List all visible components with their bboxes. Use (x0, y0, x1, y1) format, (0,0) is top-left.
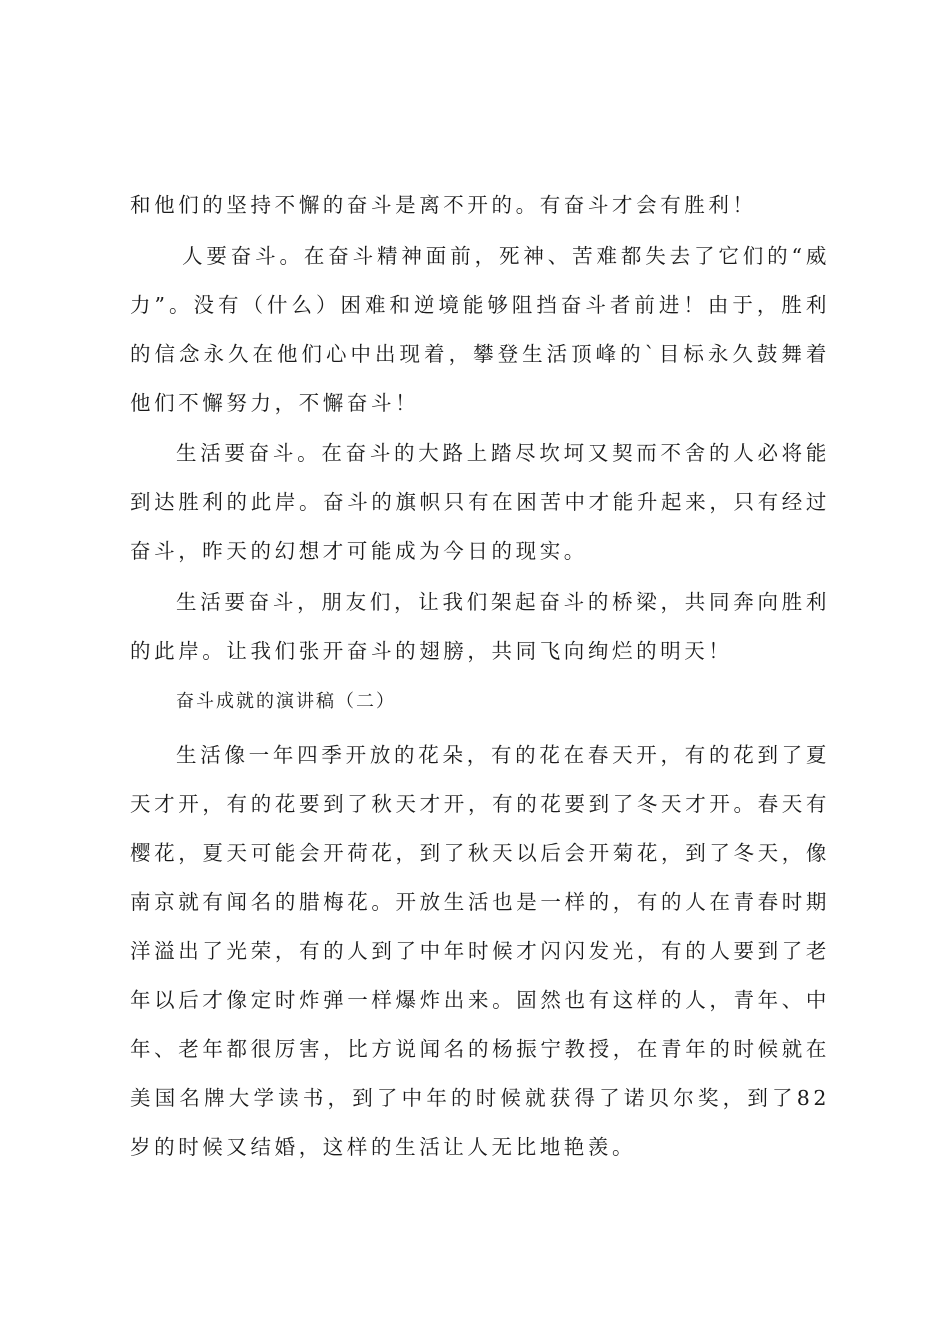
paragraph-life-strive: 生活要奋斗。在奋斗的大路上踏尽坎坷又契而不舍的人必将能到达胜利的此岸。奋斗的旗帜只有在困苦中才能升起来，只有经过奋斗，昨天的幻想才可能成为今日的现实。 (130, 441, 830, 563)
paragraph-continuation: 和他们的坚持不懈的奋斗是离不开的。有奋斗才会有胜利！ (130, 193, 757, 217)
paragraph-people-strive: 人要奋斗。在奋斗精神面前，死神、苦难都失去了它们的“威力”。没有（什么）困难和逆境能够阻挡奋斗者前进！由于，胜利的信念永久在他们心中出现着，攀登生活顶峰的`目标永久鼓舞着他们不懈努力，不懈奋斗！ (130, 244, 830, 415)
paragraph-friends-bridge: 生活要奋斗，朋友们，让我们架起奋斗的桥梁，共同奔向胜利的此岸。让我们张开奋斗的翅膀，共同飞向绚烂的明天！ (130, 590, 830, 663)
paragraph-four-seasons: 生活像一年四季开放的花朵，有的花在春天开，有的花到了夏天才开，有的花要到了秋天才开，有的花要到了冬天才开。春天有樱花，夏天可能会开荷花，到了秋天以后会开菊花，到了冬天，像南京就有闻名的腊梅花。开放生活也是一样的，有的人在青春时期洋溢出了光荣，有的人到了中年时候才闪闪发光，有的人要到了老年以后才像定时炸弹一样爆炸出来。固然也有这样的人，青年、中年、老年都很厉害，比方说闻名的杨振宁教授，在青年的时候就在美国名牌大学读书，到了中年的时候就获得了诺贝尔奖，到了82岁的时候又结婚，这样的生活让人无比地艳羡。 (130, 743, 830, 1159)
section-title: 奋斗成就的演讲稿（二） (176, 691, 396, 712)
